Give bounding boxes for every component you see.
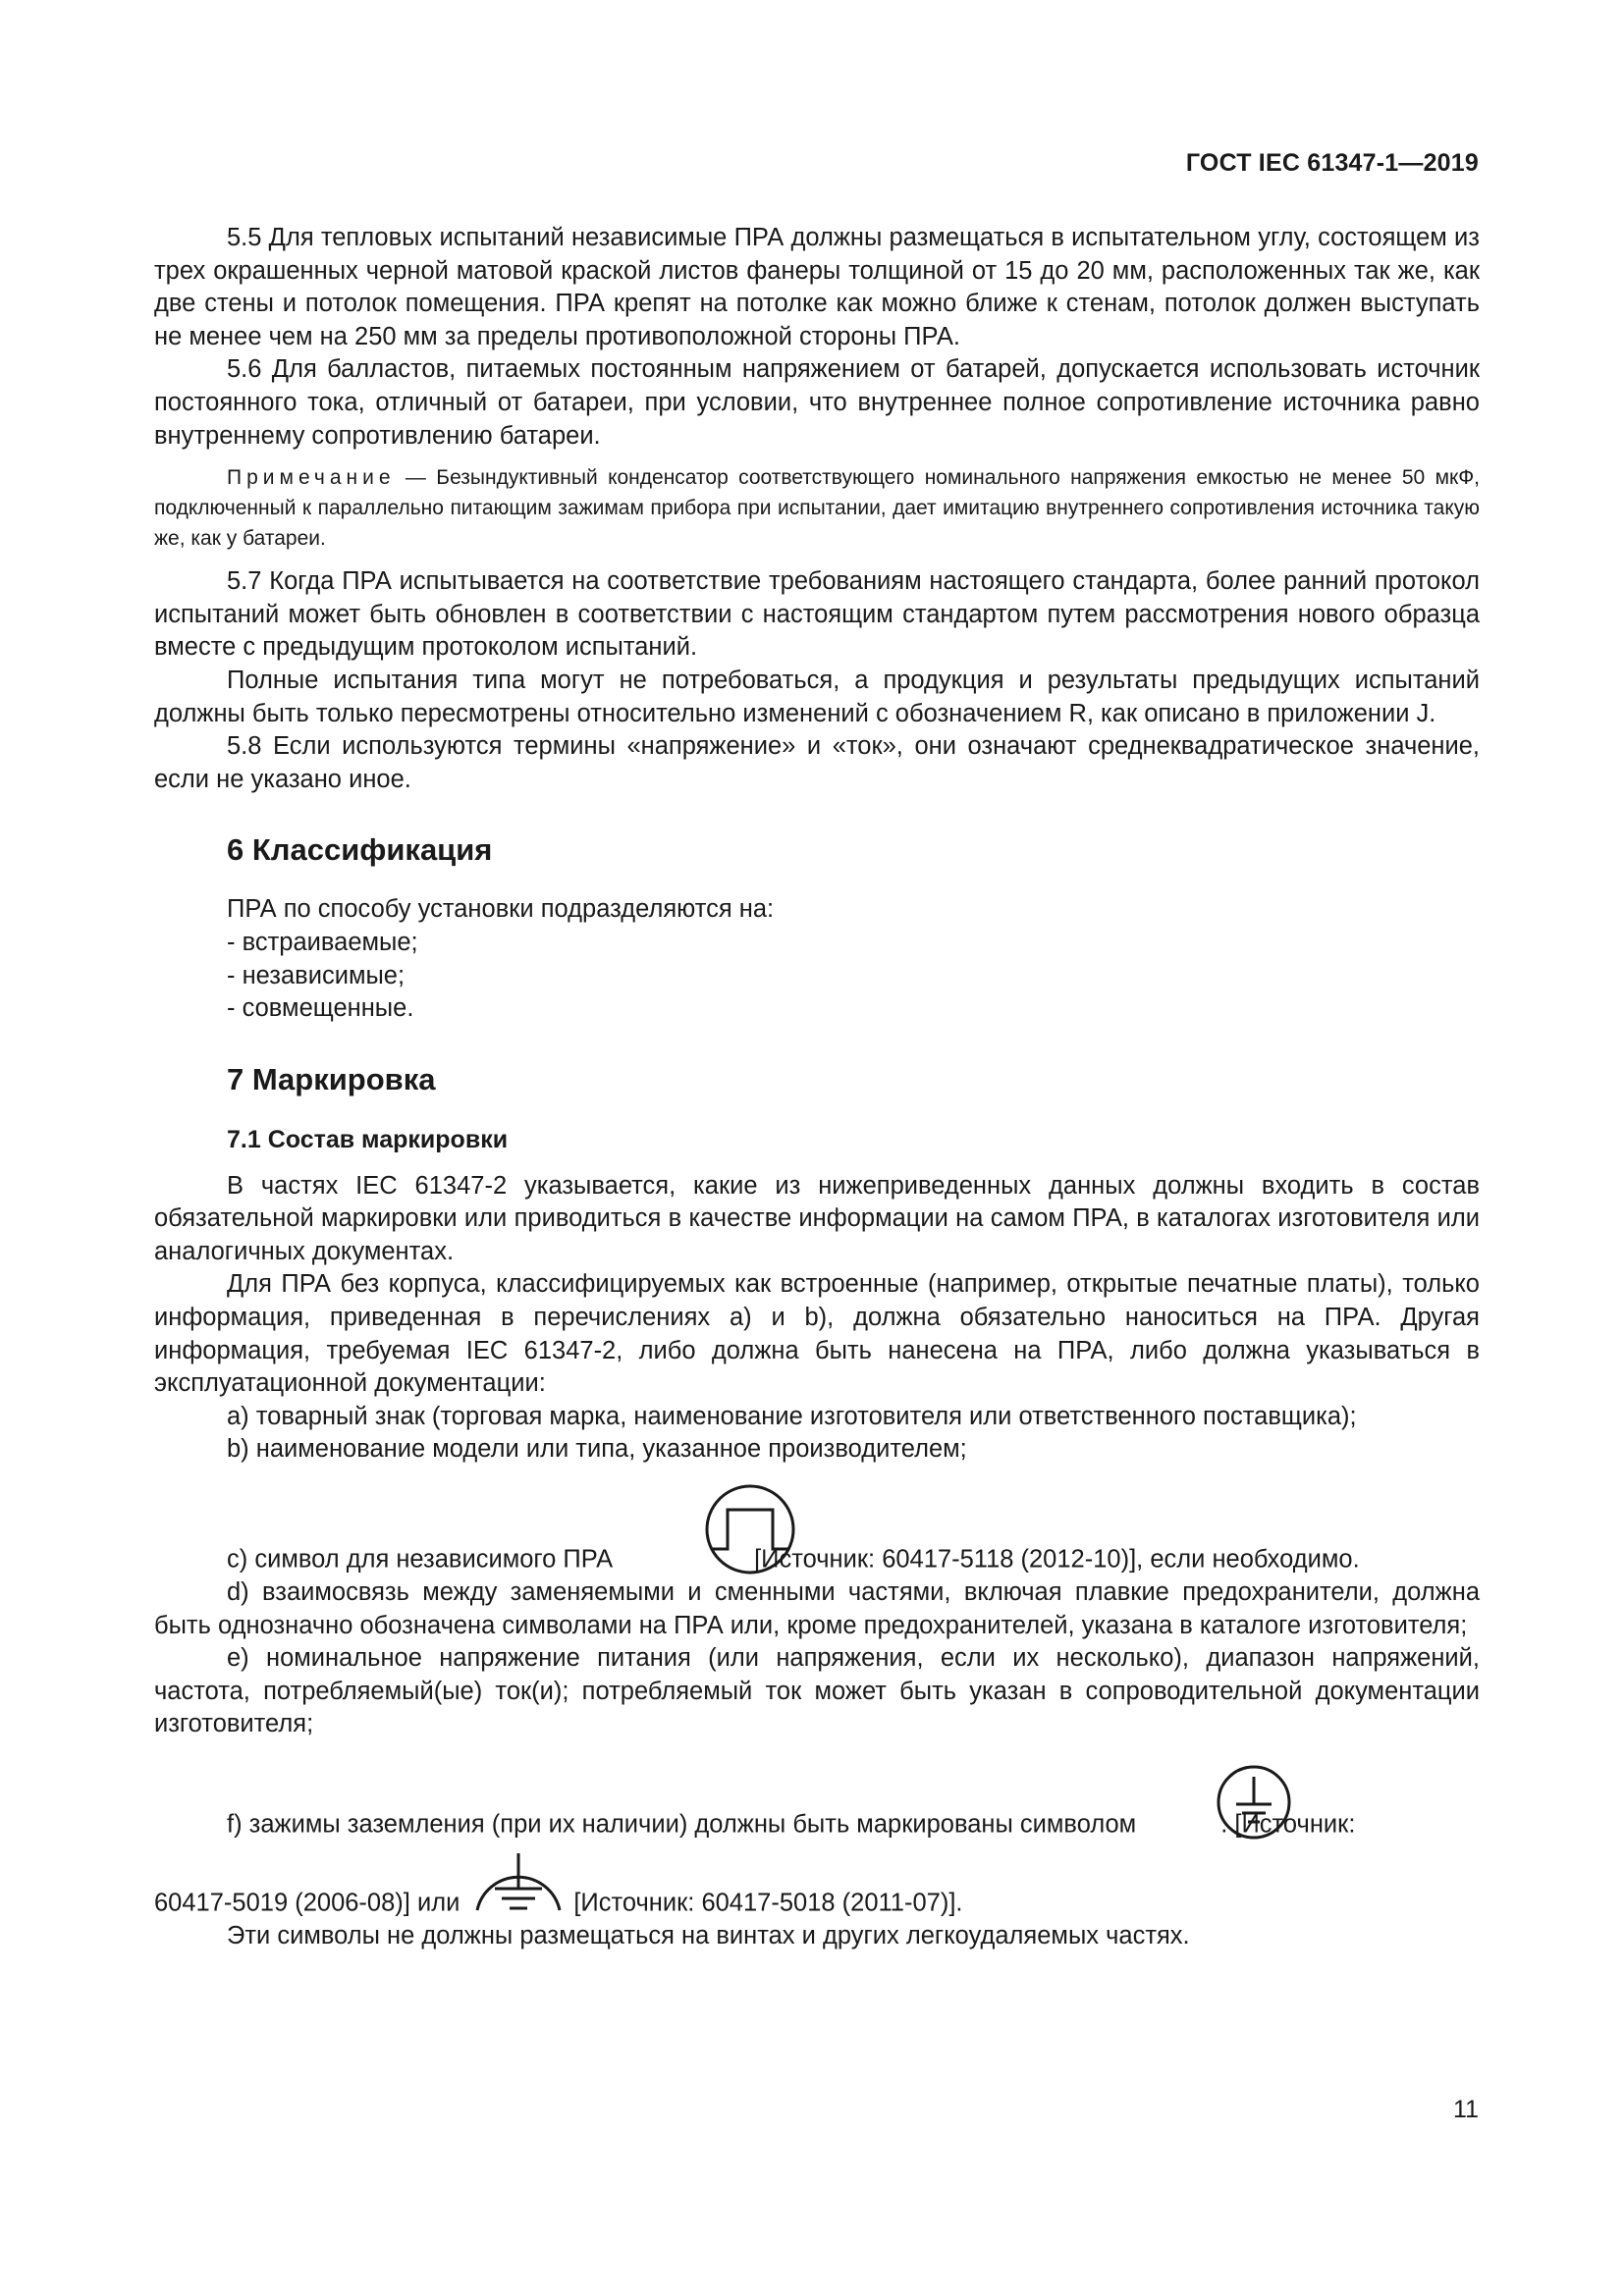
item-c-text: c) символ для независимого ПРА bbox=[227, 1545, 614, 1574]
paragraph-7-1-2: Для ПРА без корпуса, классифицируемых как встроенные (например, открытые печатные платы), только информация, приведенная в перечислениях a) и b), должна обязательно наноситься на ПРА. Другая информация, требуемая IEC 61347-2, либо должна быть нанесена на ПРА, либо должна указываться в эксплуатационной документации: bbox=[154, 1270, 1480, 1398]
paragraph-5-5: 5.5 Для тепловых испытаний независимые ПРА должны размещаться в испытательном углу, состоящем из трех окрашенных черной матовой краской листов фанеры толщиной от 15 до 20 мм, расположенных так же, как две стены и потолок помещения. ПРА крепят на потолке как можно ближе к стенам, потолок должен выступать не менее чем на 250 мм за пределы противоположной стороны ПРА. bbox=[154, 224, 1480, 350]
list-item: - независимые; bbox=[227, 961, 406, 989]
list-item: - совмещенные. bbox=[227, 994, 414, 1023]
section-6-title: 6 Классификация bbox=[227, 832, 493, 868]
final-paragraph: Эти символы не должны размещаться на винтах и других легкоудаляемых частях. bbox=[227, 1922, 1190, 1949]
section-6-intro: ПРА по способу установки подразделяются на: bbox=[227, 895, 775, 924]
list-item-f-continued bbox=[154, 1851, 1480, 1920]
paragraph-5-6: 5.6 Для балластов, питаемых постоянным напряжением от батарей, допускается использовать источник постоянного тока, отличный от батареи, при условии, что внутреннее полное сопротивление источника равно внутреннему сопротивлению батареи. bbox=[154, 355, 1480, 450]
independent-ballast-symbol-icon bbox=[621, 1480, 748, 1576]
item-f-cont-source: [Источник: 60417-5018 (2011-07)]. bbox=[573, 1889, 963, 1917]
list-item-d: d) взаимосвязь между заменяемыми и сменными частями, включая плавкие предохранители, должна быть однозначно обозначена символами на ПРА или, кроме предохранителей, указана в каталоге изготовителя; bbox=[154, 1578, 1480, 1639]
paragraph-5-7b: Полные испытания типа могут не потребоваться, а продукция и результаты предыдущих испытаний должны быть только пересмотрены относительно изменений с обозначением R, как описано в приложении J. bbox=[154, 666, 1480, 727]
note-text: — Безындуктивный конденсатор соответствующего номинального напряжения емкостью не менее 50 мкФ, подключенный к параллельно питающим зажимам прибора при испытании, дает имитацию внутреннего сопротивления источника такую же, как у батареи. bbox=[154, 466, 1480, 551]
item-f-source: . [Источник: bbox=[1220, 1810, 1356, 1839]
list-item-b: b) наименование модели или типа, указанное производителем; bbox=[227, 1435, 967, 1464]
list-item-c bbox=[154, 1480, 1480, 1576]
list-item-e: e) номинальное напряжение питания (или напряжения, если их несколько), диапазон напряжений, частота, потребляемый(ые) ток(и); потребляемый ток может быть указан в сопроводительной документации изготовителя; bbox=[154, 1644, 1480, 1738]
section-7-1-title: 7.1 Состав маркировки bbox=[227, 1125, 509, 1153]
list-item-f bbox=[154, 1763, 1480, 1842]
note-label: Примечание bbox=[227, 466, 396, 490]
item-f-text: f) зажимы заземления (при их наличии) должны быть маркированы символом bbox=[227, 1810, 1137, 1839]
item-c-source: [Источник: 60417-5118 (2012-10)], если необходимо. bbox=[754, 1545, 1360, 1574]
earth-symbol-icon bbox=[467, 1851, 569, 1920]
document-header: ГОСТ IEC 61347-1—2019 bbox=[1185, 149, 1479, 177]
note bbox=[154, 462, 1480, 554]
document-body bbox=[154, 222, 1480, 1953]
page-number: 11 bbox=[1453, 2096, 1479, 2123]
paragraph-7-1-1: В частях IEC 61347-2 указывается, какие из нижеприведенных данных должны входить в состав обязательной маркировки или приводиться в качестве информации на самом ПРА, в каталогах изготовителя или аналогичных документах. bbox=[154, 1171, 1480, 1265]
list-item: - встраиваемые; bbox=[227, 928, 418, 956]
item-f-cont-text: 60417-5019 (2006-08)] или bbox=[154, 1889, 460, 1917]
section-7-title: 7 Маркировка bbox=[227, 1061, 436, 1096]
list-item-a: a) товарный знак (торговая марка, наименование изготовителя или ответственного поставщика); bbox=[227, 1402, 1357, 1430]
paragraph-5-8: 5.8 Если используются термины «напряжение» и «ток», они означают среднеквадратическое значение, если не указано иное. bbox=[154, 732, 1480, 793]
paragraph-5-7a: 5.7 Когда ПРА испытывается на соответствие требованиям настоящего стандарта, более ранний протокол испытаний может быть обновлен в соответствии с настоящим стандартом путем рассмотрения нового образца вместе с предыдущим протоколом испытаний. bbox=[154, 567, 1480, 662]
protective-earth-symbol-icon bbox=[1144, 1763, 1220, 1842]
